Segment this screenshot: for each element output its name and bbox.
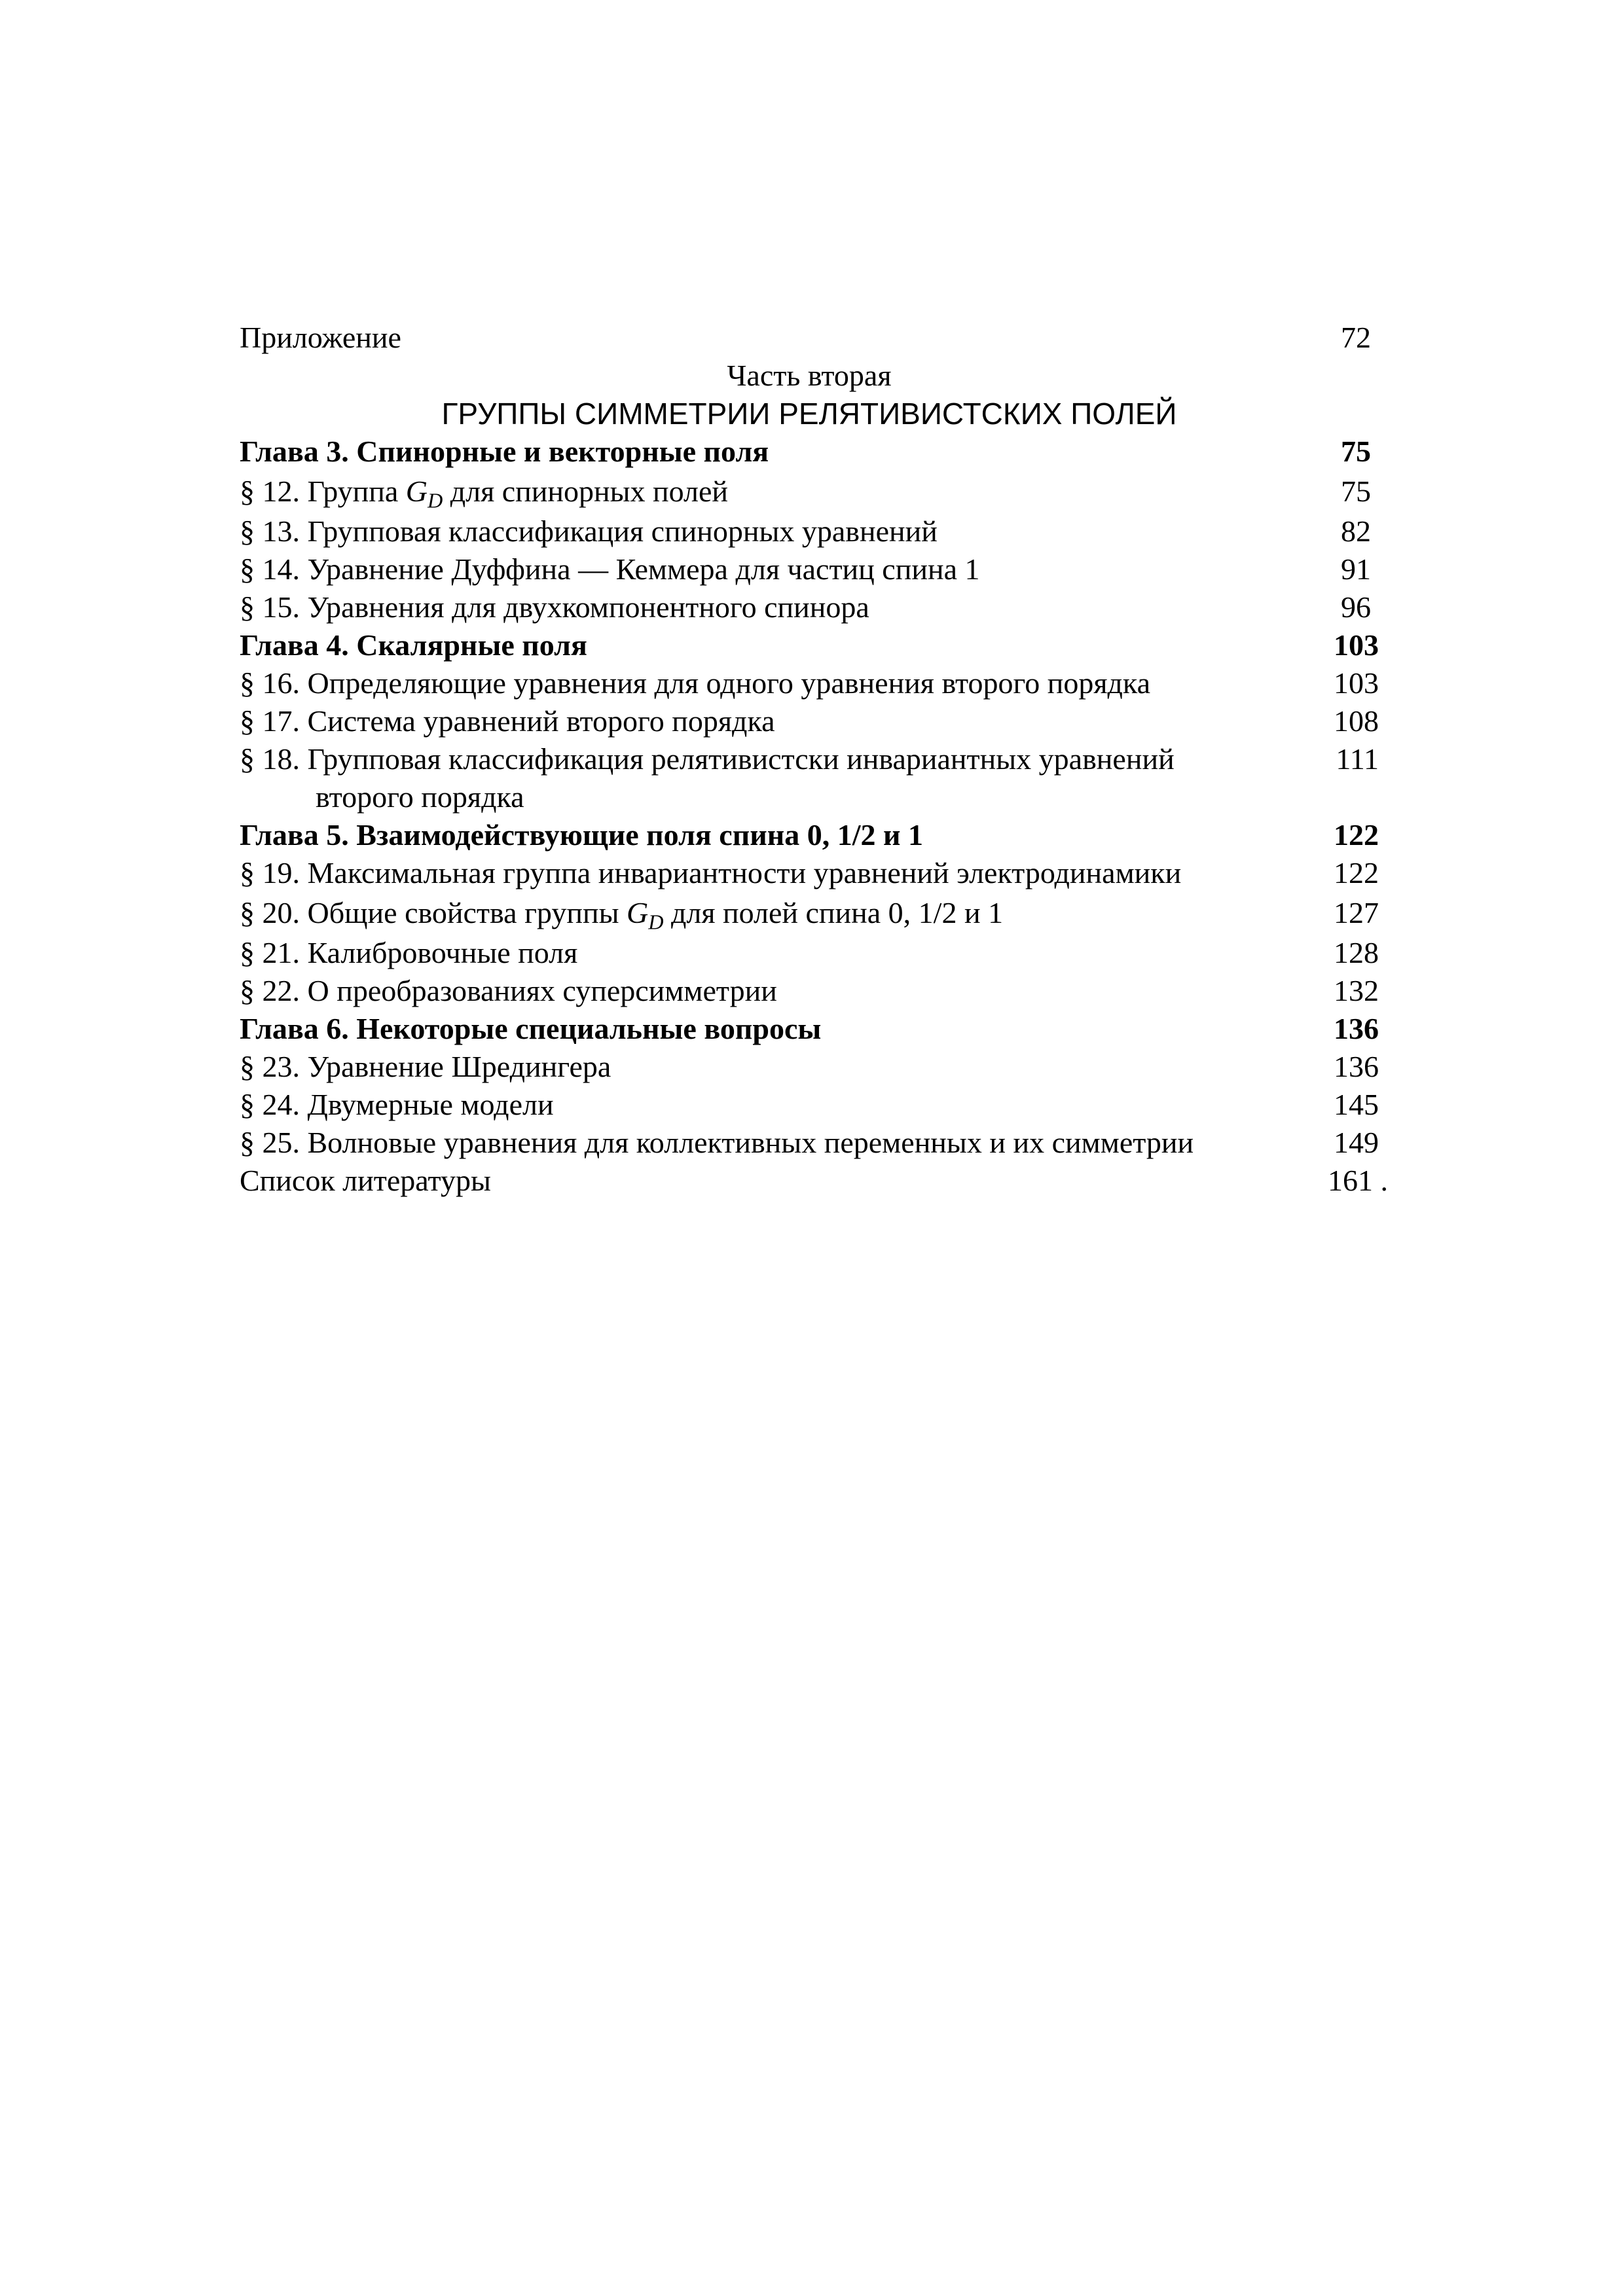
toc-title: Список литературы [240,1164,491,1197]
toc-section-16 [240,664,1379,702]
toc-page-number: 122 [1334,818,1379,852]
toc-title: § 25. Волновые уравнения для коллективных переменных и их симметрии [240,1126,1194,1159]
toc-chapter-6 [240,1010,1379,1048]
group-symbol [626,896,664,934]
toc-section-15 [240,588,1379,626]
toc-title: § 24. Двумерные модели [240,1088,554,1121]
toc-section-18-continuation [240,778,1379,816]
toc-page-number: 72 [1341,321,1371,354]
toc-section-18 [240,740,1379,778]
toc-page-number: 136 [1334,1050,1379,1083]
toc-title [240,471,728,512]
toc-section-12 [240,471,1379,512]
toc-title: § 18. Групповая классификация релятивистски инвариантных уравнений [240,742,1175,776]
group-symbol-subscript: D [427,488,443,512]
group-symbol-subscript: D [648,910,664,934]
toc-page-number: 108 [1334,704,1379,738]
toc-page-number: 128 [1334,936,1379,969]
toc-page-number: 136 [1334,1012,1379,1045]
toc-page-number: 149 [1334,1126,1379,1159]
toc-page-number: 96 [1341,590,1371,624]
toc-section-21 [240,934,1379,972]
toc-page-number: 111 [1336,742,1379,776]
toc-title: § 19. Максимальная группа инвариантности уравнений электродинамики [240,856,1182,889]
group-symbol-letter: G [405,475,428,508]
toc-title: Приложение [240,321,401,354]
toc-title: § 23. Уравнение Шредингера [240,1050,611,1083]
part-title-text: ГРУППЫ СИММЕТРИИ РЕЛЯТИВИСТСКИХ ПОЛЕЙ [441,397,1177,431]
toc-section-23 [240,1048,1379,1086]
toc-title-prefix: § 12. Группа [240,475,406,508]
toc-section-22 [240,972,1379,1010]
toc-page-number: 75 [1341,435,1371,468]
toc-chapter-4 [240,626,1379,664]
toc-section-25 [240,1124,1379,1162]
toc-title: § 14. Уравнение Дуффина — Кеммера для частиц спина 1 [240,552,980,586]
toc-page-number: 161 . [1328,1164,1388,1197]
group-symbol-letter: G [626,896,649,929]
toc-title-suffix: для полей спина 0, 1/2 и 1 [663,896,1004,929]
toc-chapter-3 [240,433,1379,471]
toc-section-24 [240,1086,1379,1124]
toc-title: § 21. Калибровочные поля [240,936,578,969]
toc-section-14 [240,550,1379,588]
toc-section-17 [240,702,1379,740]
toc-section-19 [240,854,1379,892]
group-symbol [405,475,443,512]
toc-title: Глава 5. Взаимодействующие поля спина 0, 1/2 и 1 [240,818,923,852]
toc-title: Глава 4. Скалярные поля [240,628,587,662]
toc-page-number: 122 [1334,856,1379,889]
toc-page-number: 145 [1334,1088,1379,1121]
toc-title: § 17. Система уравнений второго порядка [240,704,775,738]
part-label-text: Часть вторая [727,359,892,392]
toc-page-number: 75 [1341,475,1371,508]
toc-page-number: 103 [1334,628,1379,662]
toc-page-number: 103 [1334,666,1379,700]
toc-title: Глава 3. Спинорные и векторные поля [240,435,769,468]
part-title [240,395,1379,433]
toc-chapter-5 [240,816,1379,854]
toc-page-number: 91 [1341,552,1371,586]
toc-title-continuation: второго порядка [316,780,524,814]
toc-title: § 15. Уравнения для двухкомпонентного спинора [240,590,869,624]
toc-entry-bibliography [240,1162,1388,1200]
toc-title: Глава 6. Некоторые специальные вопросы [240,1012,822,1045]
table-of-contents [240,319,1388,1200]
toc-page-number: 132 [1334,974,1379,1007]
toc-section-20 [240,892,1379,934]
toc-title-prefix: § 20. Общие свойства группы [240,896,627,929]
toc-title-suffix: для спинорных полей [443,475,729,508]
toc-title: § 13. Групповая классификация спинорных уравнений [240,514,938,548]
part-label [240,357,1379,395]
toc-page-number: 127 [1334,896,1379,929]
toc-title: § 22. О преобразованиях суперсимметрии [240,974,777,1007]
toc-entry-appendix [240,319,1379,357]
toc-page-number: 82 [1341,514,1371,548]
toc-title [240,892,1003,934]
toc-title: § 16. Определяющие уравнения для одного уравнения второго порядка [240,666,1151,700]
toc-section-13 [240,512,1379,550]
